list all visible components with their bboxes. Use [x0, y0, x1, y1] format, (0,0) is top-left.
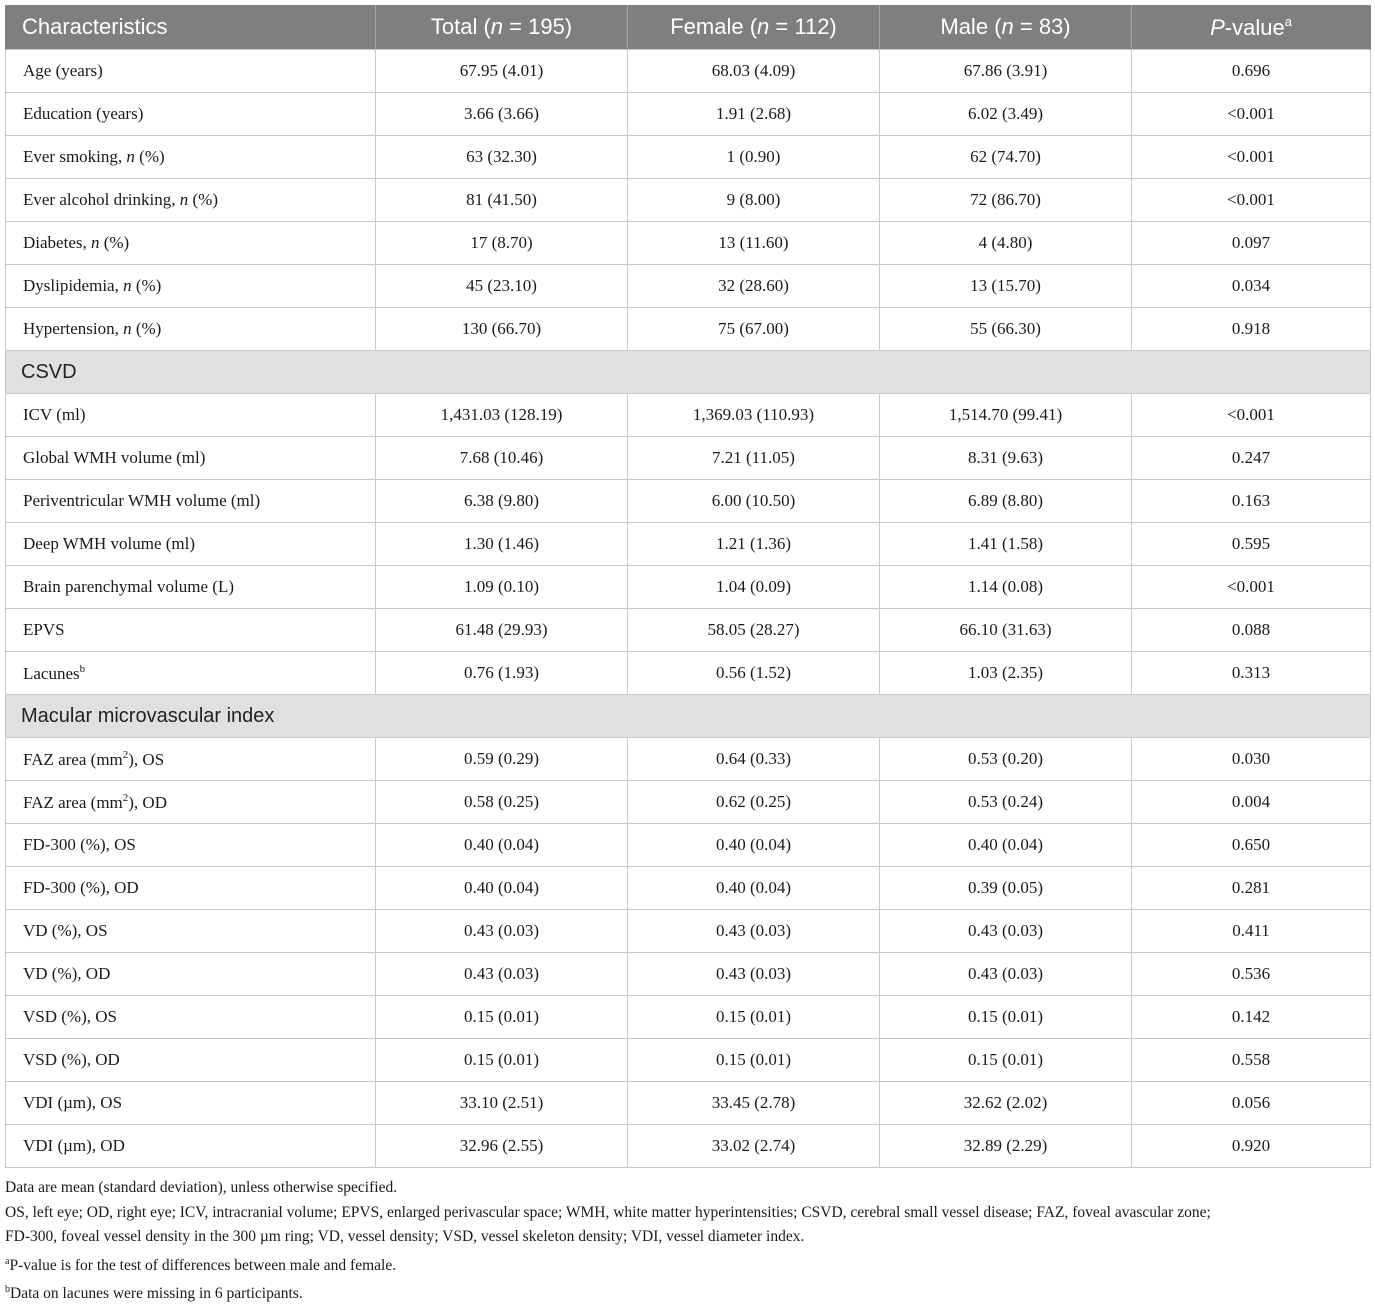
table-row: [6, 824, 1371, 867]
table-row: [6, 566, 1371, 609]
cell-total: 67.95 (4.01): [376, 50, 628, 93]
cell-male: 8.31 (9.63): [880, 437, 1132, 480]
cell-male: 1.14 (0.08): [880, 566, 1132, 609]
cell-female: 58.05 (28.27): [628, 609, 880, 652]
row-label: VD (%), OS: [6, 910, 376, 953]
cell-male: 4 (4.80): [880, 222, 1132, 265]
cell-total: 130 (66.70): [376, 308, 628, 351]
cell-female: 13 (11.60): [628, 222, 880, 265]
cell-male: 32.62 (2.02): [880, 1082, 1132, 1125]
cell-female: 33.02 (2.74): [628, 1125, 880, 1168]
row-label: FAZ area $(mm^2)$, OS: [6, 738, 376, 781]
cell-male: 0.39 (0.05): [880, 867, 1132, 910]
cell-p-value: <0.001: [1132, 93, 1371, 136]
cell-male: 62 (74.70): [880, 136, 1132, 179]
cell-total: 0.43 (0.03): [376, 910, 628, 953]
cell-p-value: 0.142: [1132, 996, 1371, 1039]
section-label-csvd: CSVD: [6, 351, 1371, 394]
cell-total: 81 (41.50): [376, 179, 628, 222]
cell-p-value: 0.313: [1132, 652, 1371, 695]
cell-male: 1.41 (1.58): [880, 523, 1132, 566]
cell-total: 0.40 (0.04): [376, 824, 628, 867]
cell-female: 0.64 (0.33): [628, 738, 880, 781]
characteristics-table: [5, 5, 1371, 1168]
row-label: Deep WMH volume (ml): [6, 523, 376, 566]
table-container: [5, 5, 1370, 1307]
cell-total: 17 (8.70): [376, 222, 628, 265]
table-row: [6, 1125, 1371, 1168]
cell-p-value: 0.696: [1132, 50, 1371, 93]
table-row: [6, 953, 1371, 996]
cell-female: 0.15 (0.01): [628, 996, 880, 1039]
cell-male: 55 (66.30): [880, 308, 1132, 351]
table-row: [6, 50, 1371, 93]
cell-female: 0.62 (0.25): [628, 781, 880, 824]
cell-male: 0.53 (0.20): [880, 738, 1132, 781]
cell-female: 68.03 (4.09): [628, 50, 880, 93]
row-label: Age (years): [6, 50, 376, 93]
footnote-b: $^b$Data on lacunes were missing in 6 participants.: [5, 1284, 303, 1302]
cell-p-value: 0.004: [1132, 781, 1371, 824]
row-label: FAZ area $(mm^2)$, OD: [6, 781, 376, 824]
cell-total: 33.10 (2.51): [376, 1082, 628, 1125]
table-row: [6, 480, 1371, 523]
table-body: [6, 50, 1371, 1168]
table-row: [6, 93, 1371, 136]
row-label: VD (%), OD: [6, 953, 376, 996]
cell-p-value: 0.088: [1132, 609, 1371, 652]
header-characteristics: Characteristics: [6, 5, 376, 50]
cell-female: 0.43 (0.03): [628, 953, 880, 996]
cell-male: 0.43 (0.03): [880, 953, 1132, 996]
cell-male: 72 (86.70): [880, 179, 1132, 222]
cell-total: 0.40 (0.04): [376, 867, 628, 910]
cell-female: 33.45 (2.78): [628, 1082, 880, 1125]
cell-total: 0.15 (0.01): [376, 1039, 628, 1082]
cell-female: 1.91 (2.68): [628, 93, 880, 136]
cell-total: 63 (32.30): [376, 136, 628, 179]
cell-p-value: 0.411: [1132, 910, 1371, 953]
cell-female: 0.15 (0.01): [628, 1039, 880, 1082]
row-label: Dyslipidemia, n (%): [6, 265, 376, 308]
header-female: Female (n = 112): [628, 5, 880, 50]
cell-p-value: 0.595: [1132, 523, 1371, 566]
footnote-abbreviations-2: FD-300, foveal vessel density in the 300 µm ring; VD, vessel density; VSD, vessel skeleton density; VDI, vessel diameter index.: [5, 1228, 805, 1245]
section-row-macular: [6, 695, 1371, 738]
cell-p-value: 0.097: [1132, 222, 1371, 265]
footnote-a: $^a$P-value is for the test of differences between male and female.: [5, 1255, 397, 1274]
row-label: Global WMH volume (ml): [6, 437, 376, 480]
cell-p-value: 0.030: [1132, 738, 1371, 781]
table-row: [6, 738, 1371, 781]
row-label: Brain parenchymal volume (L): [6, 566, 376, 609]
table-footnotes: [5, 1176, 1370, 1307]
cell-female: 0.56 (1.52): [628, 652, 880, 695]
cell-p-value: <0.001: [1132, 566, 1371, 609]
cell-female: 0.43 (0.03): [628, 910, 880, 953]
row-label: FD-300 (%), OS: [6, 824, 376, 867]
section-row-csvd: [6, 351, 1371, 394]
header-male: Male (n = 83): [880, 5, 1132, 50]
cell-male: 1.03 (2.35): [880, 652, 1132, 695]
table-row: [6, 308, 1371, 351]
cell-p-value: 0.558: [1132, 1039, 1371, 1082]
cell-male: 6.02 (3.49): [880, 93, 1132, 136]
cell-male: 0.15 (0.01): [880, 996, 1132, 1039]
footnote-abbreviations-1: OS, left eye; OD, right eye; ICV, intracranial volume; EPVS, enlarged perivascular space; WMH, white matter hyperintensities; CSVD, cerebral small vessel disease; FAZ, foveal avascular zone;: [5, 1203, 1211, 1221]
cell-total: 1.30 (1.46): [376, 523, 628, 566]
cell-female: 6.00 (10.50): [628, 480, 880, 523]
cell-female: 32 (28.60): [628, 265, 880, 308]
row-label: Periventricular WMH volume (ml): [6, 480, 376, 523]
cell-p-value: 0.650: [1132, 824, 1371, 867]
cell-total: 6.38 (9.80): [376, 480, 628, 523]
table-row: [6, 867, 1371, 910]
header-p-value: P-value$^a$: [1132, 5, 1371, 50]
cell-total: 0.76 (1.93): [376, 652, 628, 695]
table-row: [6, 910, 1371, 953]
table-row: [6, 265, 1371, 308]
cell-male: 32.89 (2.29): [880, 1125, 1132, 1168]
table-row: [6, 652, 1371, 695]
table-header: [6, 5, 1371, 50]
cell-total: 7.68 (10.46): [376, 437, 628, 480]
row-label: Ever alcohol drinking, n (%): [6, 179, 376, 222]
row-label: VSD (%), OD: [6, 1039, 376, 1082]
cell-male: 1,514.70 (99.41): [880, 394, 1132, 437]
cell-female: 0.40 (0.04): [628, 867, 880, 910]
table-row: [6, 437, 1371, 480]
cell-total: 61.48 (29.93): [376, 609, 628, 652]
cell-male: 0.53 (0.24): [880, 781, 1132, 824]
cell-p-value: 0.281: [1132, 867, 1371, 910]
cell-total: 45 (23.10): [376, 265, 628, 308]
row-label: Hypertension, n (%): [6, 308, 376, 351]
table-row: [6, 1039, 1371, 1082]
table-row: [6, 222, 1371, 265]
cell-male: 13 (15.70): [880, 265, 1132, 308]
cell-p-value: 0.163: [1132, 480, 1371, 523]
row-label: VDI (µm), OS: [6, 1082, 376, 1125]
cell-male: 66.10 (31.63): [880, 609, 1132, 652]
row-label: EPVS: [6, 609, 376, 652]
cell-total: 0.43 (0.03): [376, 953, 628, 996]
cell-total: 0.58 (0.25): [376, 781, 628, 824]
footnote-data-note: Data are mean (standard deviation), unless otherwise specified.: [5, 1179, 398, 1196]
row-label: Ever smoking, n (%): [6, 136, 376, 179]
cell-female: 1.21 (1.36): [628, 523, 880, 566]
row-label: Diabetes, n (%): [6, 222, 376, 265]
cell-male: 0.43 (0.03): [880, 910, 1132, 953]
cell-female: 1,369.03 (110.93): [628, 394, 880, 437]
cell-p-value: 0.056: [1132, 1082, 1371, 1125]
cell-p-value: 0.920: [1132, 1125, 1371, 1168]
row-label: FD-300 (%), OD: [6, 867, 376, 910]
cell-female: 0.40 (0.04): [628, 824, 880, 867]
row-label: VDI (µm), OD: [6, 1125, 376, 1168]
table-row: [6, 996, 1371, 1039]
cell-total: 32.96 (2.55): [376, 1125, 628, 1168]
cell-total: 1.09 (0.10): [376, 566, 628, 609]
cell-p-value: 0.918: [1132, 308, 1371, 351]
cell-total: 1,431.03 (128.19): [376, 394, 628, 437]
cell-male: 0.15 (0.01): [880, 1039, 1132, 1082]
cell-female: 1 (0.90): [628, 136, 880, 179]
header-total: Total (n = 195): [376, 5, 628, 50]
row-label: Lacunes$^b$: [6, 652, 376, 695]
cell-male: 0.40 (0.04): [880, 824, 1132, 867]
cell-total: 3.66 (3.66): [376, 93, 628, 136]
header-row: [6, 5, 1371, 50]
cell-female: 7.21 (11.05): [628, 437, 880, 480]
cell-male: 67.86 (3.91): [880, 50, 1132, 93]
cell-total: 0.59 (0.29): [376, 738, 628, 781]
cell-female: 75 (67.00): [628, 308, 880, 351]
table-row: [6, 609, 1371, 652]
cell-p-value: <0.001: [1132, 394, 1371, 437]
cell-p-value: 0.034: [1132, 265, 1371, 308]
table-row: [6, 781, 1371, 824]
cell-total: 0.15 (0.01): [376, 996, 628, 1039]
cell-p-value: <0.001: [1132, 136, 1371, 179]
table-row: [6, 136, 1371, 179]
row-label: VSD (%), OS: [6, 996, 376, 1039]
section-label-macular: Macular microvascular index: [6, 695, 1371, 738]
table-row: [6, 523, 1371, 566]
cell-female: 9 (8.00): [628, 179, 880, 222]
row-label: ICV (ml): [6, 394, 376, 437]
cell-p-value: <0.001: [1132, 179, 1371, 222]
cell-female: 1.04 (0.09): [628, 566, 880, 609]
row-label: Education (years): [6, 93, 376, 136]
table-row: [6, 1082, 1371, 1125]
cell-p-value: 0.247: [1132, 437, 1371, 480]
table-row: [6, 394, 1371, 437]
cell-p-value: 0.536: [1132, 953, 1371, 996]
table-row: [6, 179, 1371, 222]
cell-male: 6.89 (8.80): [880, 480, 1132, 523]
